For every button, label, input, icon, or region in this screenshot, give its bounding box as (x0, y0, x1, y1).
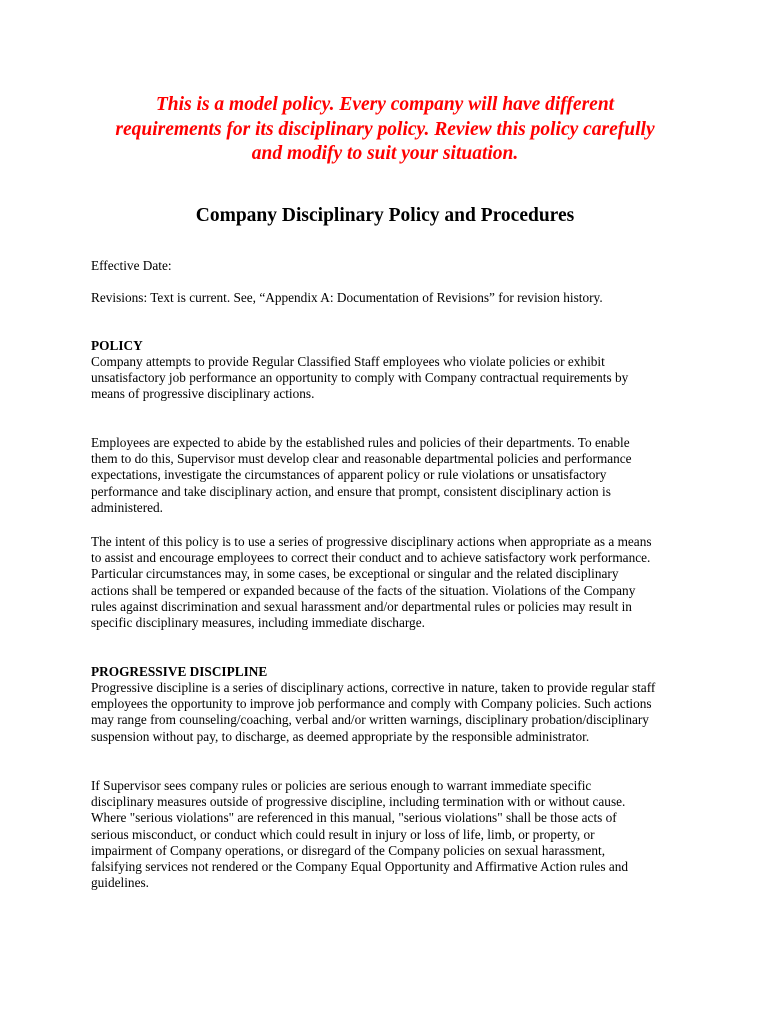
paragraph-line: specific disciplinary measures, including immediate discharge. (91, 615, 425, 631)
policy-paragraph-3 (91, 534, 691, 631)
notice-line: requirements for its disciplinary policy. Review this policy carefully (115, 118, 655, 140)
paragraph-line: If Supervisor sees company rules or policies are serious enough to warrant immediate specific (91, 778, 592, 793)
paragraph-line: Company attempts to provide Regular Classified Staff employees who violate policies or exhibit (91, 354, 605, 369)
paragraph-line: actions shall be tempered or expanded because of the facts of the situation. Violations of the Company (91, 582, 636, 598)
paragraph-line: them to do this, Supervisor must develop clear and reasonable departmental policies and performance (91, 451, 632, 467)
paragraph-line: falsifying services not rendered or the Company Equal Opportunity and Affirmative Action rules and (91, 859, 629, 875)
paragraph-line: impairment of Company operations, or disregard of the Company policies on sexual harassment, (91, 842, 606, 858)
progressive-discipline-heading: PROGRESSIVE DISCIPLINE (91, 664, 268, 679)
policy-paragraph-1 (91, 354, 691, 403)
paragraph-line: to assist and encourage employees to correct their conduct and to achieve satisfactory work performance. (91, 550, 651, 566)
notice-line: This is a model policy. Every company will have different (155, 94, 615, 115)
progressive-paragraph-1 (91, 680, 691, 745)
paragraph-line: Employees are expected to abide by the established rules and policies of their departments. To enable (91, 435, 630, 450)
progressive-paragraph-2 (91, 778, 691, 891)
paragraph-line: Particular circumstances may, in some cases, be exceptional or singular and the related disciplinary (91, 566, 619, 582)
paragraph-line: guidelines. (91, 875, 149, 891)
paragraph-line: Progressive discipline is a series of disciplinary actions, corrective in nature, taken to provide regular staff (91, 680, 656, 695)
paragraph-line: suspension without pay, to discharge, as deemed appropriate by the responsible administrator. (91, 728, 590, 744)
paragraph-line: The intent of this policy is to use a series of progressive disciplinary actions when appropriate as a means (91, 534, 652, 549)
paragraph-line: disciplinary measures outside of progressive discipline, including termination with or without cause. (91, 794, 626, 810)
paragraph-line: performance and take disciplinary action, and ensure that prompt, consistent disciplinary action is (91, 483, 611, 499)
paragraph-line: unsatisfactory job performance an opportunity to comply with Company contractual requirements by (91, 370, 629, 386)
model-policy-notice (60, 93, 710, 167)
policy-heading: POLICY (91, 338, 143, 353)
paragraph-line: employees the opportunity to improve job performance and comply with Company policies. Such actions (91, 696, 652, 712)
paragraph-line: expectations, investigate the circumstances of apparent policy or rule violations or unsatisfactory (91, 467, 607, 483)
notice-line: and modify to suit your situation. (251, 143, 519, 164)
paragraph-line: administered. (91, 499, 164, 515)
effective-date-label: Effective Date: (91, 258, 172, 273)
document-title: Company Disciplinary Policy and Procedures (195, 205, 575, 226)
policy-paragraph-2 (91, 435, 691, 516)
revisions-note: Revisions: Text is current. See, “Appendix A: Documentation of Revisions” for revision history. (91, 290, 603, 305)
paragraph-line: serious misconduct, or conduct which could result in injury or loss of life, limb, or property, or (91, 826, 595, 842)
paragraph-line: may range from counseling/coaching, verbal and/or written warnings, disciplinary probation/disciplinary (91, 712, 649, 728)
paragraph-line: Where "serious violations" are referenced in this manual, "serious violations" shall be those acts of (91, 810, 617, 826)
paragraph-line: means of progressive disciplinary actions. (91, 386, 315, 402)
paragraph-line: rules against discrimination and sexual harassment and/or departmental rules or policies may result in (91, 598, 632, 614)
